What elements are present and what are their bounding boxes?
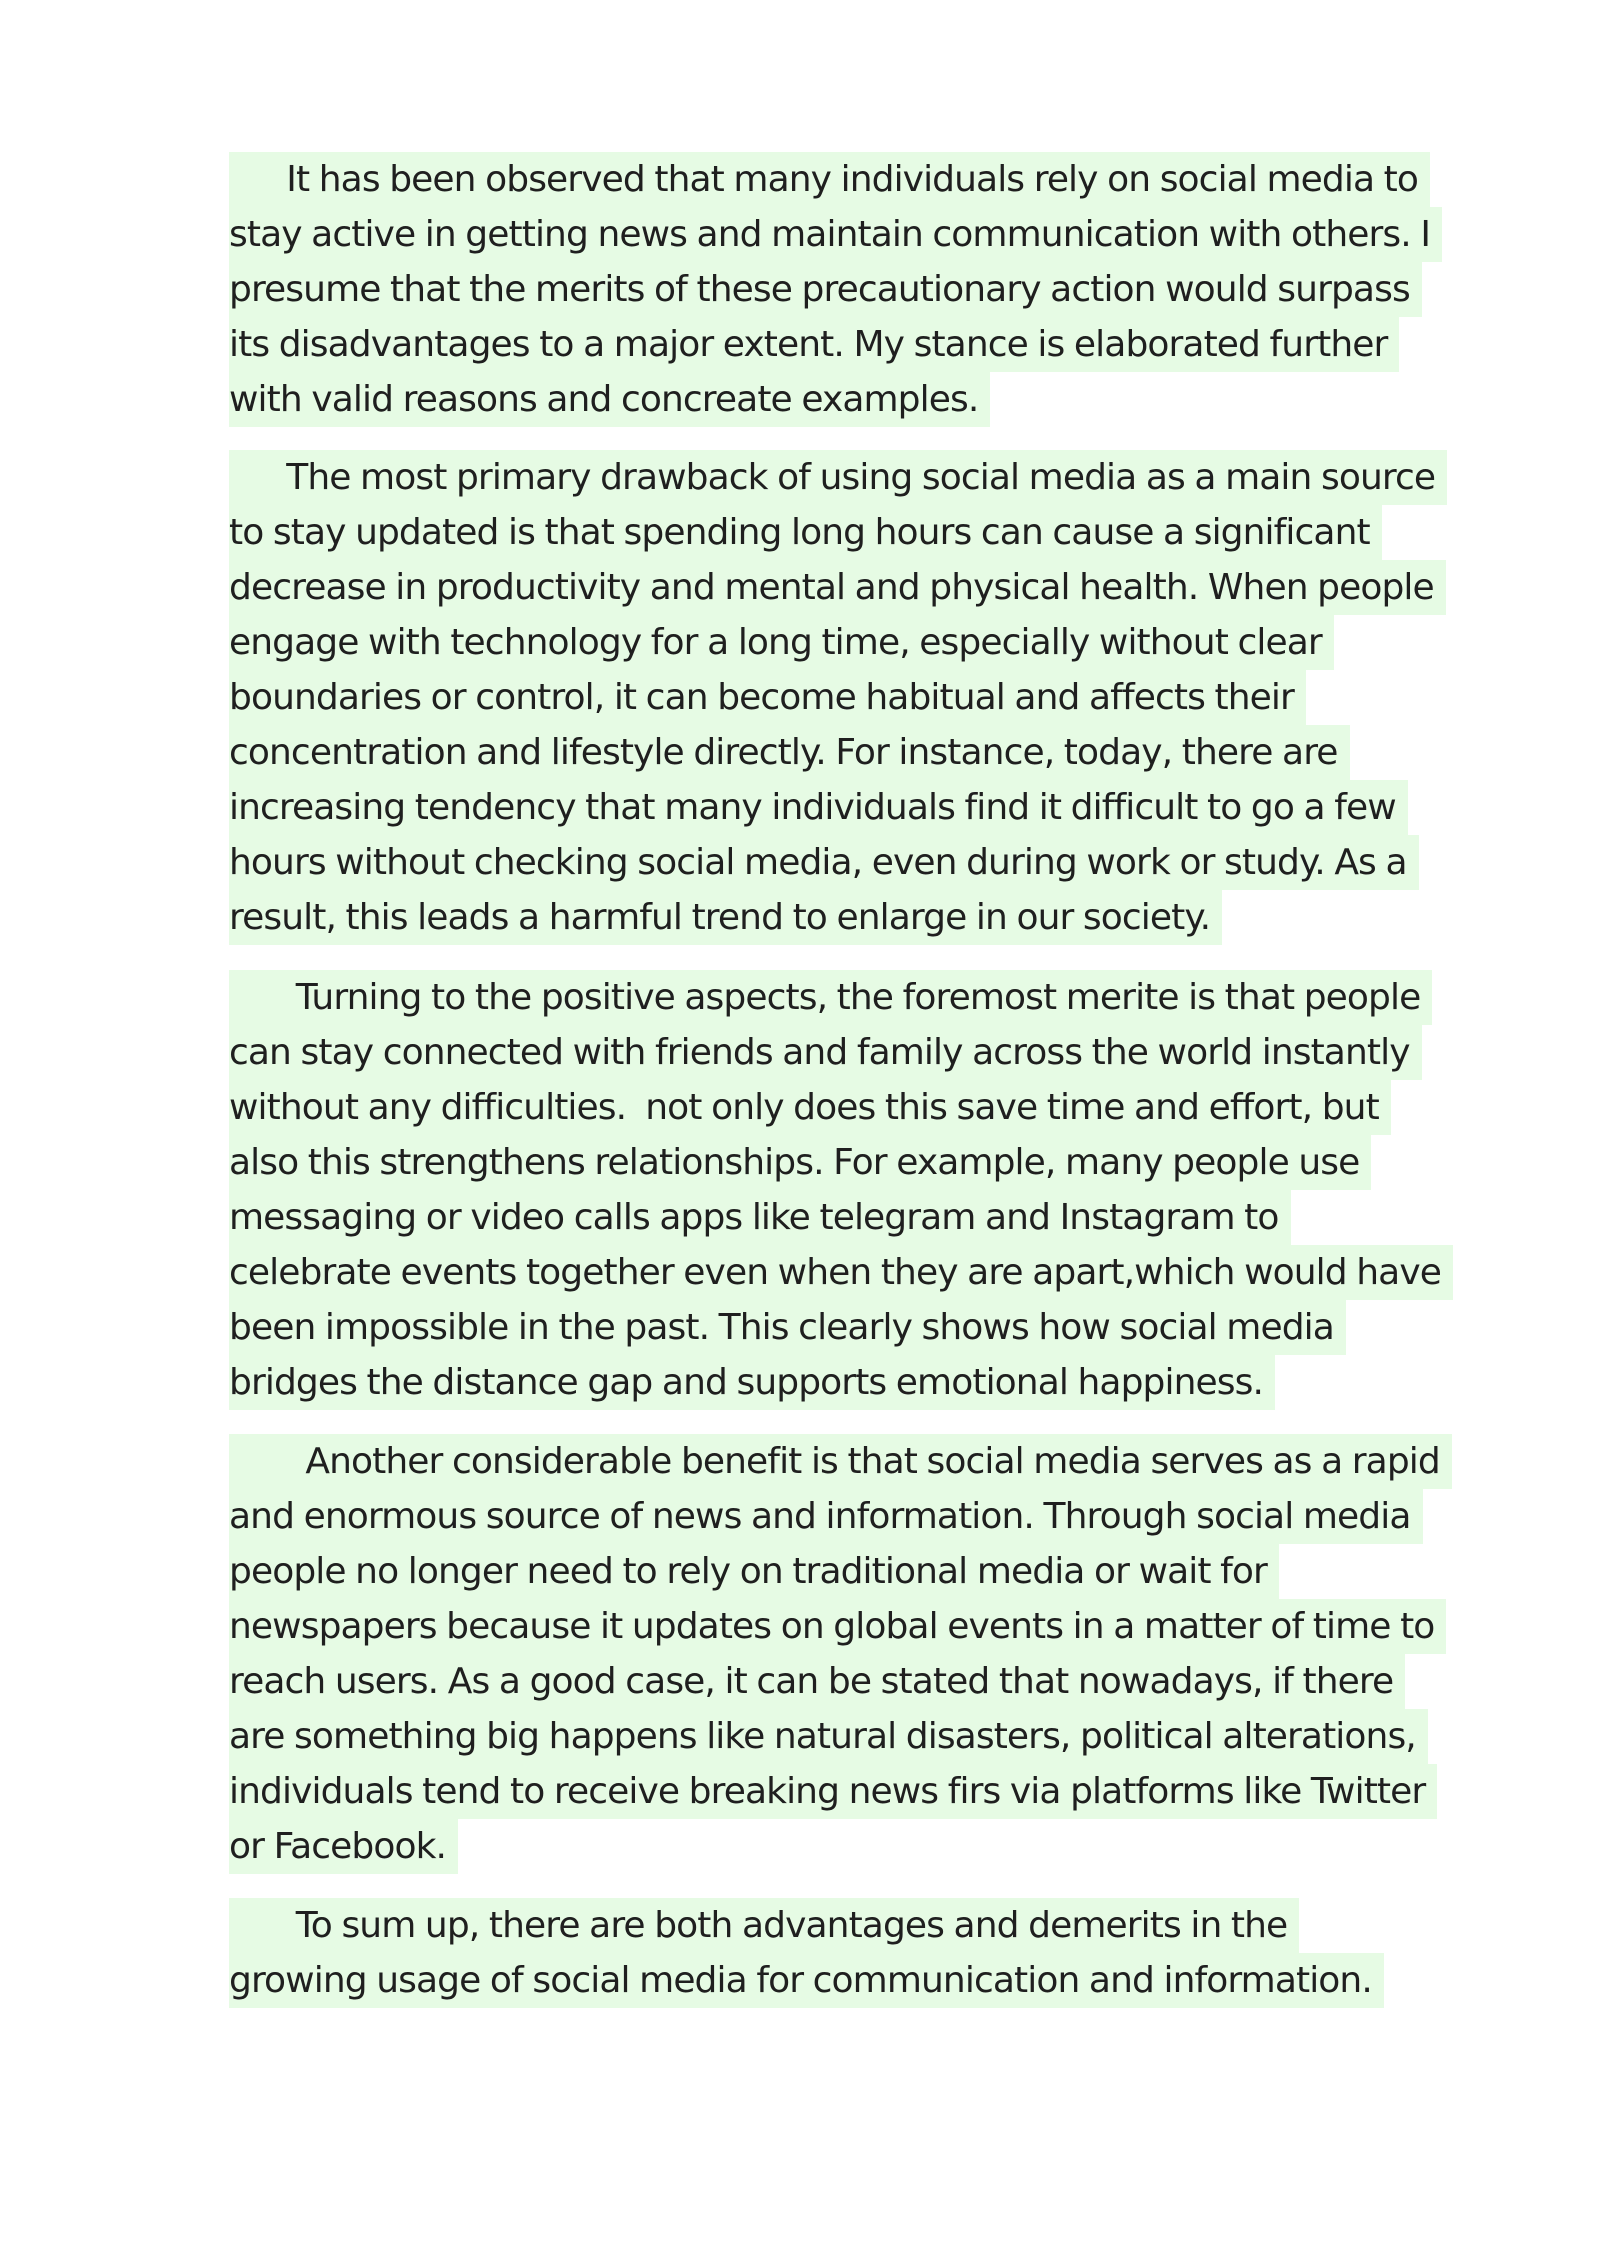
text-line: decrease in productivity and mental and physical health. When people xyxy=(229,560,1447,615)
text-line: and enormous source of news and information. Through social media xyxy=(229,1489,1452,1544)
paragraph-introduction xyxy=(229,152,1442,427)
text-line: hours without checking social media, even during work or study. As a xyxy=(229,835,1447,890)
text-line: also this strengthens relationships. For example, many people use xyxy=(229,1135,1453,1190)
text-line: its disadvantages to a major extent. My stance is elaborated further xyxy=(229,317,1442,372)
text-line: concentration and lifestyle directly. For instance, today, there are xyxy=(229,725,1447,780)
text-line: are something big happens like natural disasters, political alterations, xyxy=(229,1709,1452,1764)
text-line: To sum up, there are both advantages and demerits in the xyxy=(229,1898,1384,1953)
text-line: can stay connected with friends and family across the world instantly xyxy=(229,1025,1453,1080)
text-line: increasing tendency that many individuals find it difficult to go a few xyxy=(229,780,1447,835)
text-line: result, this leads a harmful trend to enlarge in our society. xyxy=(229,890,1447,945)
paragraph-another-benefit xyxy=(229,1434,1452,1874)
text-line: growing usage of social media for communication and information. xyxy=(229,1953,1384,2008)
text-line: Another considerable benefit is that social media serves as a rapid xyxy=(229,1434,1452,1489)
text-line: people no longer need to rely on traditional media or wait for xyxy=(229,1544,1452,1599)
text-line: presume that the merits of these precautionary action would surpass xyxy=(229,262,1442,317)
text-line: messaging or video calls apps like telegram and Instagram to xyxy=(229,1190,1453,1245)
text-line: been impossible in the past. This clearly shows how social media xyxy=(229,1300,1453,1355)
text-line: stay active in getting news and maintain communication with others. I xyxy=(229,207,1442,262)
text-line: celebrate events together even when they are apart,which would have xyxy=(229,1245,1453,1300)
text-line: to stay updated is that spending long hours can cause a significant xyxy=(229,505,1447,560)
text-line: Turning to the positive aspects, the foremost merite is that people xyxy=(229,970,1453,1025)
text-line: newspapers because it updates on global events in a matter of time to xyxy=(229,1599,1452,1654)
text-line: It has been observed that many individuals rely on social media to xyxy=(229,152,1442,207)
text-line: individuals tend to receive breaking news firs via platforms like Twitter xyxy=(229,1764,1452,1819)
text-line: reach users. As a good case, it can be stated that nowadays, if there xyxy=(229,1654,1452,1709)
text-line: bridges the distance gap and supports emotional happiness. xyxy=(229,1355,1453,1410)
text-line: with valid reasons and concreate examples. xyxy=(229,372,1442,427)
text-line: engage with technology for a long time, especially without clear xyxy=(229,615,1447,670)
text-line: or Facebook. xyxy=(229,1819,1452,1874)
paragraph-drawback xyxy=(229,450,1447,945)
text-line: without any difficulties. not only does this save time and effort, but xyxy=(229,1080,1453,1135)
paragraph-conclusion xyxy=(229,1898,1384,2008)
text-line: The most primary drawback of using social media as a main source xyxy=(229,450,1447,505)
paragraph-positive-aspects xyxy=(229,970,1453,1410)
text-line: boundaries or control, it can become habitual and affects their xyxy=(229,670,1447,725)
